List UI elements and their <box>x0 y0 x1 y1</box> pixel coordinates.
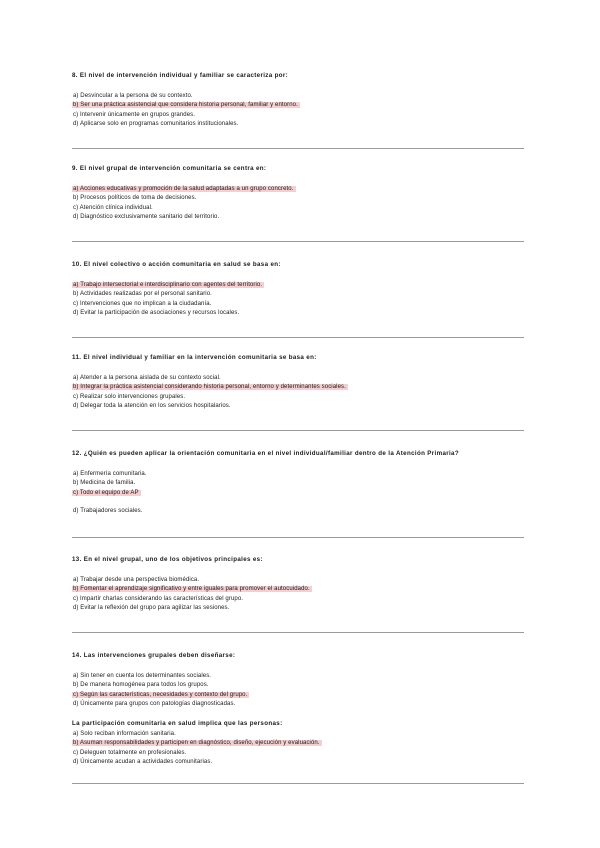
option-b-correct[interactable]: b) Integrar la práctica asistencial considerando historia personal, entorno y determinantes sociales. <box>73 384 346 391</box>
option-c[interactable]: c) Atención clínica individual. <box>73 204 153 211</box>
divider <box>72 537 524 538</box>
question-title: 14. Las intervenciones grupales deben diseñarse: <box>72 652 236 659</box>
divider <box>72 241 524 242</box>
option-a-correct[interactable]: a) Acciones educativas y promoción de la salud adaptadas a un grupo concreto. <box>73 186 294 192</box>
question-participacion <box>72 720 532 767</box>
option-c-correct[interactable]: c) Según las características, necesidades y contexto del grupo. <box>73 691 248 698</box>
option-d[interactable]: d) Únicamente para grupos con patologías diagnosticadas. <box>73 700 236 707</box>
divider <box>72 430 524 431</box>
divider <box>72 783 524 784</box>
question-title: 10. El nivel colectivo o acción comunitaria en salud se basa en: <box>72 261 281 268</box>
option-c[interactable]: c) Intervenciones que no implican a la ciudadanía. <box>73 300 212 307</box>
option-c[interactable]: c) Realizar solo intervenciones grupales. <box>73 393 186 400</box>
option-a[interactable]: a) Solo reciban información sanitaria. <box>73 731 176 737</box>
divider <box>72 148 524 149</box>
option-a[interactable]: a) Enfermería comunitaria. <box>73 471 147 477</box>
option-b[interactable]: b) De manera homogénea para todos los grupos. <box>73 682 209 689</box>
option-a[interactable]: a) Trabajar desde una perspectiva biomédica. <box>73 577 200 583</box>
question-14 <box>72 652 532 709</box>
option-b[interactable]: b) Medicina de familia. <box>73 480 136 487</box>
divider <box>72 632 524 633</box>
option-d[interactable]: d) Aplicarse solo en programas comunitarios institucionales. <box>73 120 239 127</box>
option-c[interactable]: c) Intervenir únicamente en grupos grandes. <box>73 111 196 118</box>
option-d[interactable]: d) Evitar la participación de asociaciones y recursos locales. <box>73 309 240 316</box>
question-title: 12. ¿Quién es pueden aplicar la orientación comunitaria en el nivel individual/familiar dentro de la Atención Primaria? <box>72 450 459 457</box>
question-title: 11. El nivel individual y familiar en la intervención comunitaria se basa en: <box>72 354 317 361</box>
option-a[interactable]: a) Desvincular a la persona de su contexto. <box>73 93 193 99</box>
divider <box>72 337 524 338</box>
option-d[interactable]: d) Evitar la reflexión del grupo para agilizar las sesiones. <box>73 604 230 611</box>
option-a[interactable]: a) Sin tener en cuenta los determinantes sociales. <box>73 673 212 679</box>
question-8 <box>72 72 532 129</box>
option-d[interactable]: d) Delegar toda la atención en los servicios hospitalarios. <box>73 402 231 409</box>
option-d[interactable]: d) Trabajadores sociales. <box>73 508 143 515</box>
option-b[interactable]: b) Actividades realizadas por el personal sanitario. <box>73 291 212 298</box>
question-title: 9. El nivel grupal de intervención comunitaria se centra en: <box>72 165 267 172</box>
question-11 <box>72 354 532 411</box>
option-b-correct[interactable]: b) Asuman responsabilidades y participen en diagnóstico, diseño, ejecución y evaluación. <box>73 740 320 747</box>
question-9 <box>72 165 532 222</box>
question-13 <box>72 556 532 613</box>
option-a[interactable]: a) Atender a la persona aislada de su contexto social. <box>73 375 221 381</box>
question-12 <box>72 450 532 516</box>
option-c-correct[interactable]: c) Todo el equipo de AP <box>73 489 139 496</box>
question-title: La participación comunitaria en salud implica que las personas: <box>72 720 283 727</box>
option-blank <box>72 498 532 507</box>
option-b[interactable]: b) Procesos políticos de toma de decisiones. <box>73 195 197 202</box>
option-c[interactable]: c) Impartir charlas considerando las características del grupo. <box>73 595 244 602</box>
option-a-correct[interactable]: a) Trabajo intersectorial e interdisciplinario con agentes del territorio. <box>73 282 263 288</box>
option-c[interactable]: c) Deleguen totalmente en profesionales. <box>73 749 187 756</box>
question-10 <box>72 261 532 318</box>
question-title: 8. El nivel de intervención individual y familiar se caracteriza por: <box>72 72 289 79</box>
option-d[interactable]: d) Únicamente acudan a actividades comunitarias. <box>73 758 213 765</box>
question-title: 13. En el nivel grupal, uno de los objetivos principales es: <box>72 556 263 563</box>
option-d[interactable]: d) Diagnóstico exclusivamente sanitario del territorio. <box>73 213 220 220</box>
option-b-correct[interactable]: b) Fomentar el aprendizaje significativo y entre iguales para promover el autocuidado. <box>73 586 310 593</box>
option-b-correct[interactable]: b) Ser una práctica asistencial que considera historia personal, familiar y entorno. <box>73 102 298 109</box>
